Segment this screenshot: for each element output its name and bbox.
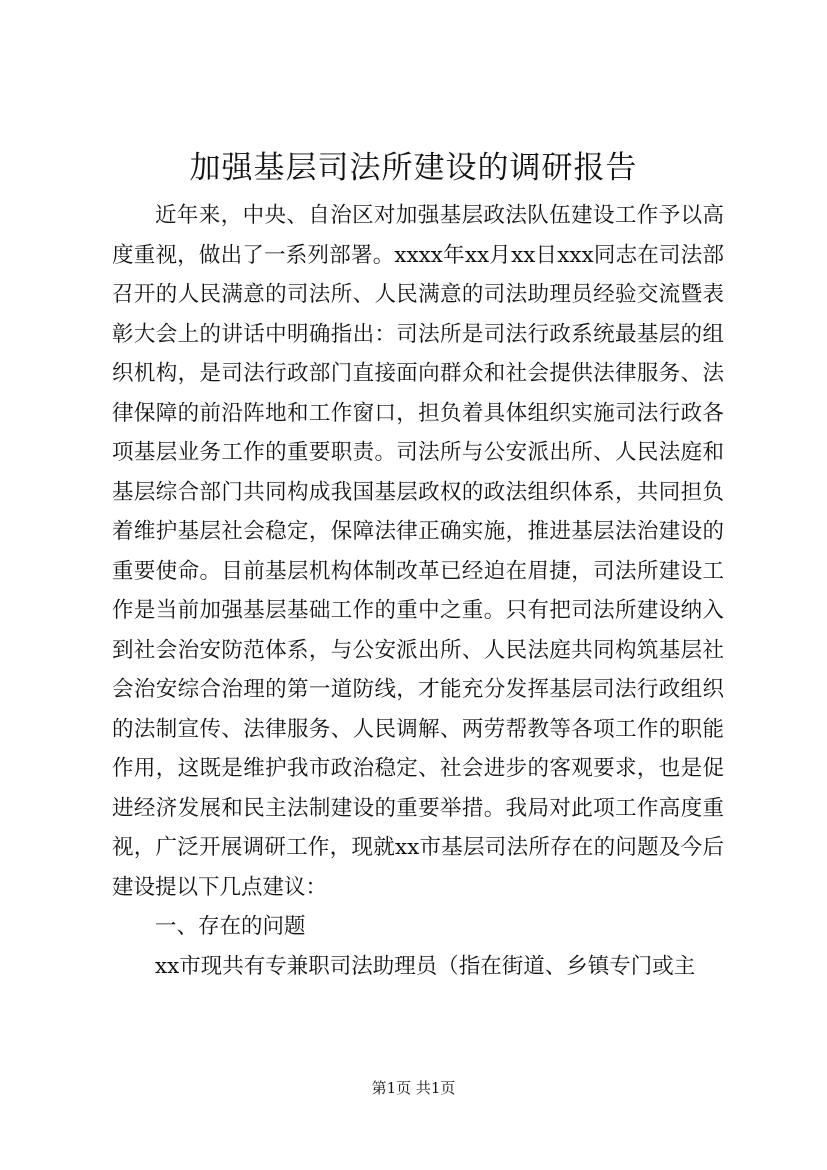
document-title: 加强基层司法所建设的调研报告 [189,150,638,186]
document-body [112,196,724,986]
section-heading: 一、存在的问题 [155,914,306,939]
paragraph-problems: xx市现共有专兼职司法助理员（指在街道、乡镇专门或主 [155,953,696,979]
paragraph-intro: 近年来，中央、自治区对加强基层政法队伍建设工作予以高度重视，做出了一系列部署。xxxx年xx月xx日xxx同志在司法部召开的人民满意的司法所、人民满意的司法助理员经验交流暨表彰大会上的讲话中明确指出：司法所是司法行政系统最基层的组织机构，是司法行政部门直接面向群众和社会提供法律服务、法律保障的前沿阵地和工作窗口，担负着具体组织实施司法行政各项基层业务工作的重要职责。司法所与公安派出所、人民法庭和基层综合部门共同构成我国基层政权的政法组织体系，共同担负着维护基层社会稳定，保障法律正确实施，推进基层法治建设的重要使命。目前基层机构体制改革已经迫在眉捷，司法所建设工作是当前加强基层基础工作的重中之重。只有把司法所建设纳入到社会治安防范体系，与公安派出所、人民法庭共同构筑基层社会治安综合治理的第一道防线，才能充分发挥基层司法行政组织的法制宣传、法律服务、人民调解、两劳帮教等各项工作的职能作用，这既是维护我市政治稳定、社会进步的客观要求，也是促进经济发展和民主法制建设的重要举措。我局对此项工作高度重视，广泛开展调研工作，现就xx市基层司法所存在的问题及今后建设提以下几点建议： [112,203,724,900]
page-number-footer: 第1页 共1页 [371,1079,456,1097]
